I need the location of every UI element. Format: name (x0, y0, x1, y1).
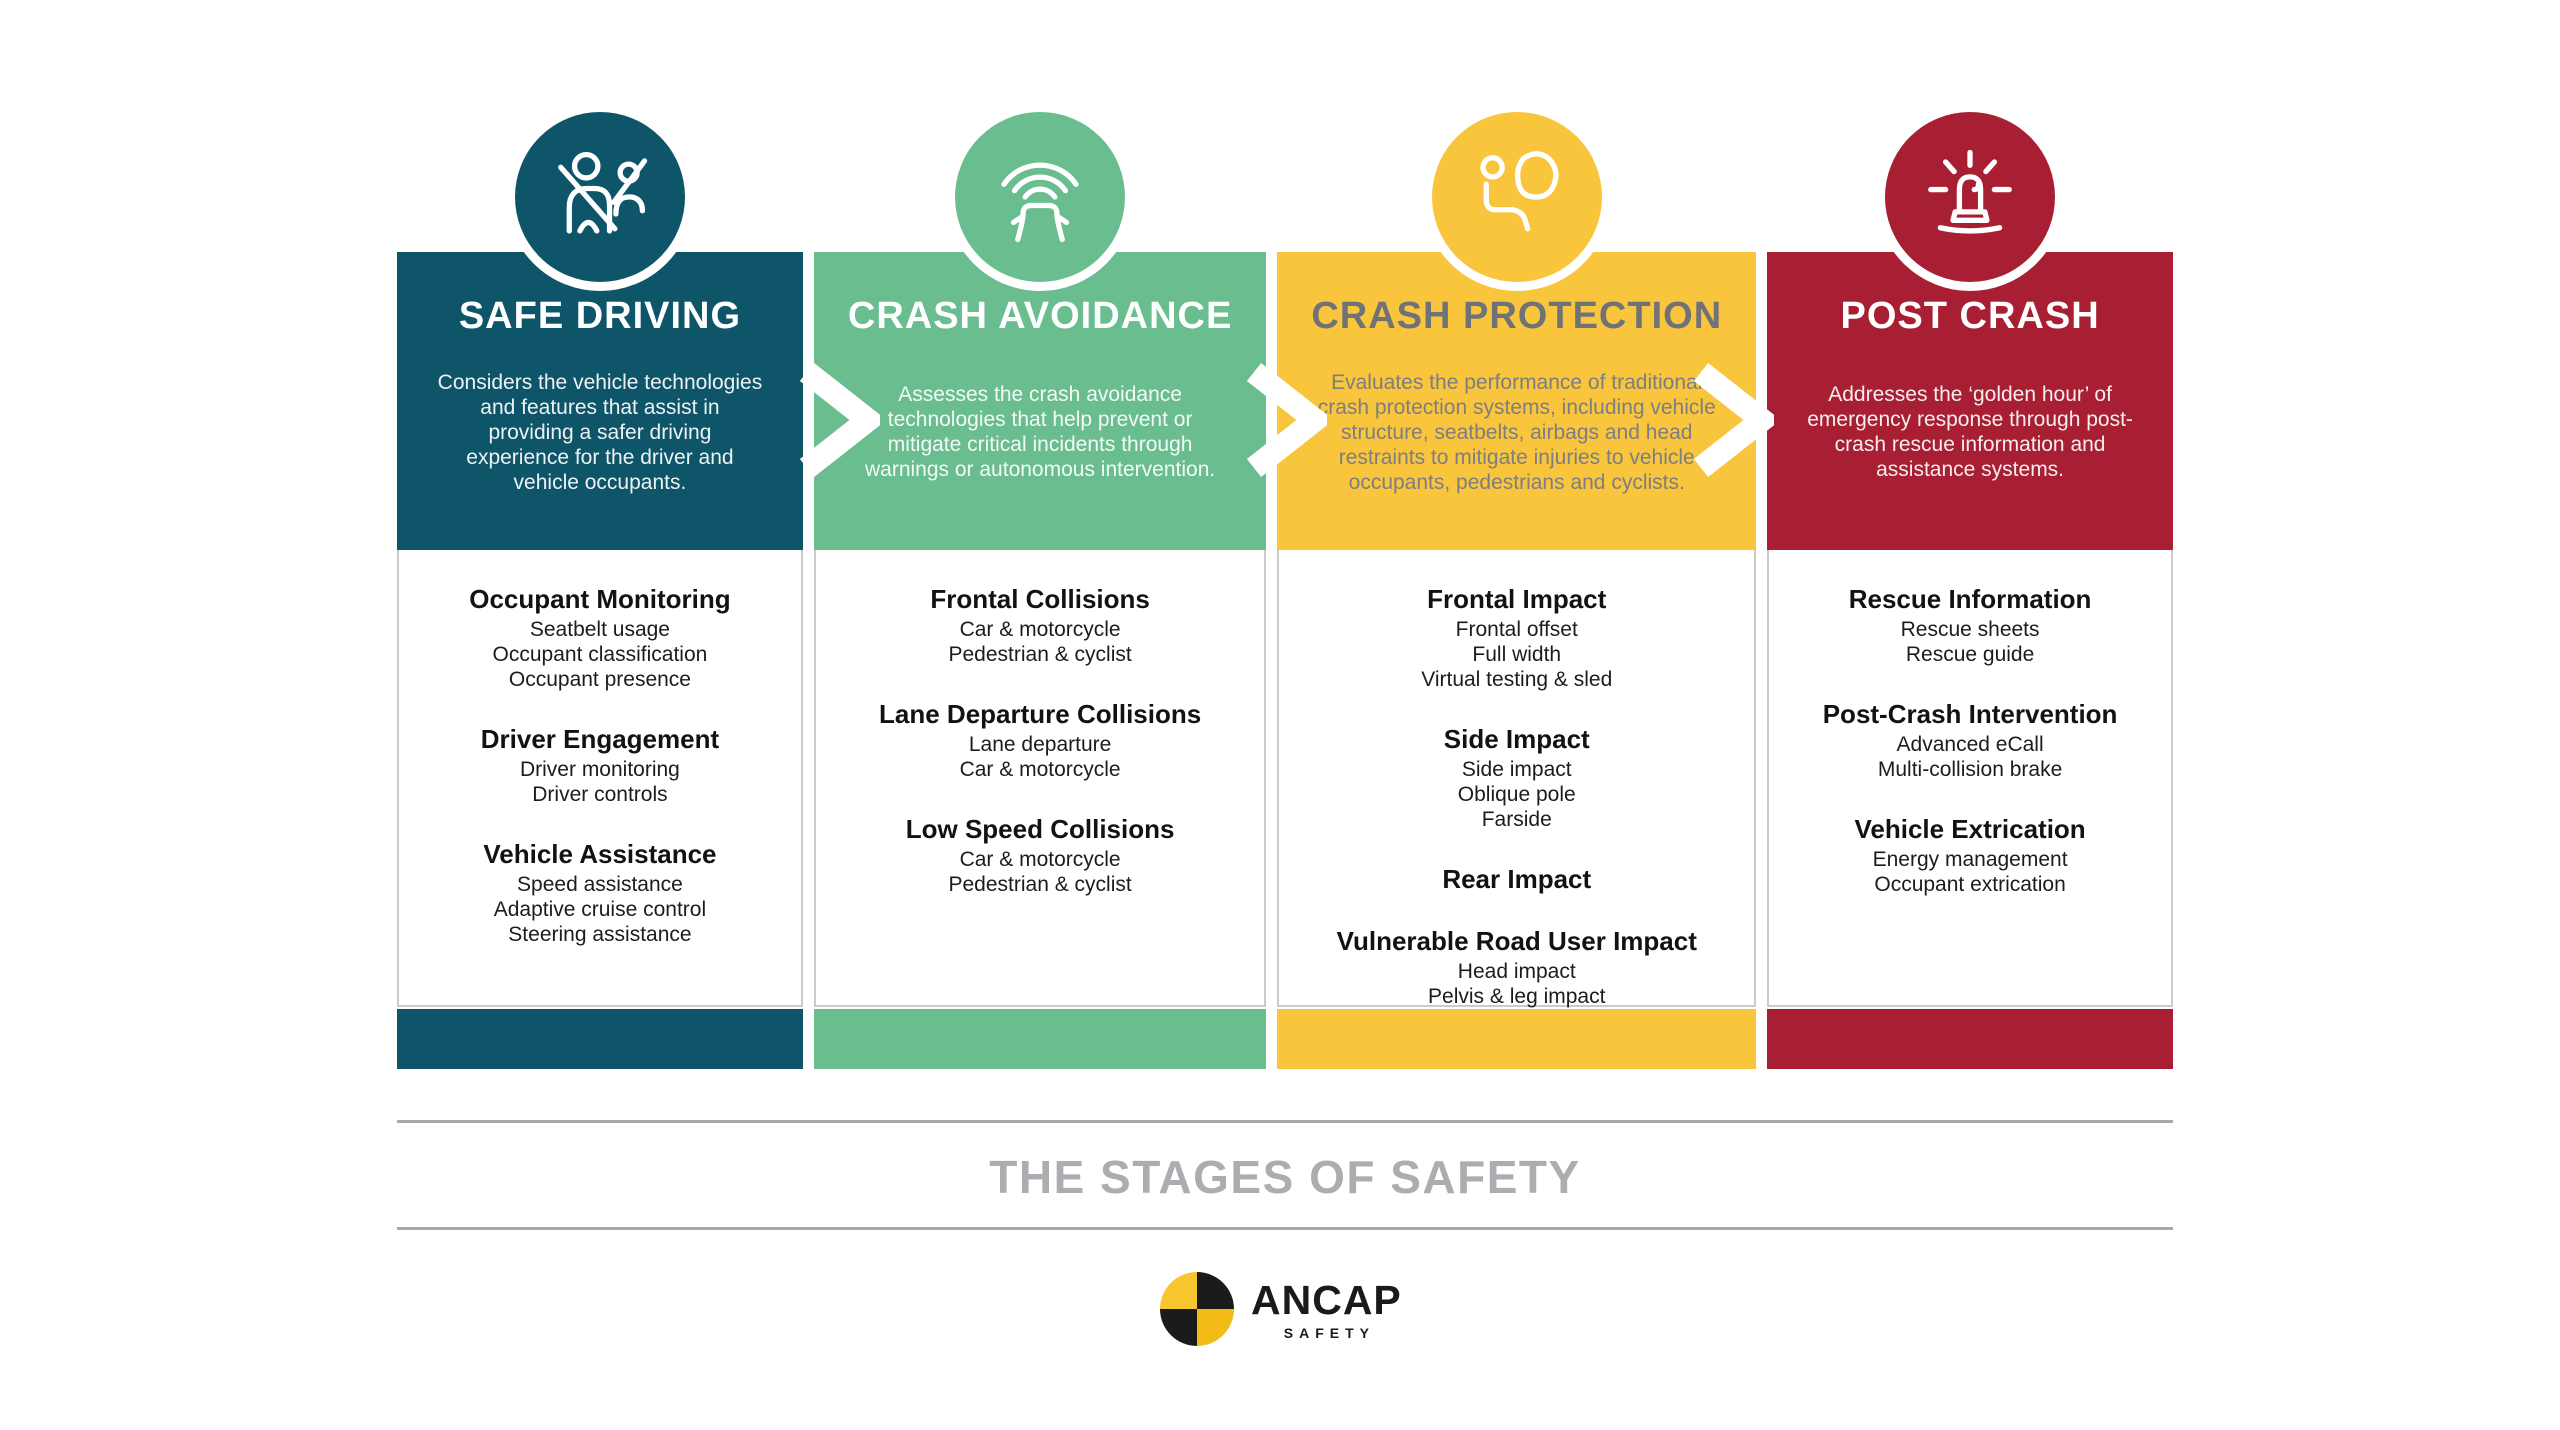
assessment-item: Energy management (1872, 848, 2068, 871)
stage-detail-list (1767, 550, 2173, 1007)
assessment-heading: Lane Departure Collisions (879, 699, 1202, 729)
stage-footer-bar (397, 1009, 803, 1069)
stage-column-crash-protection (1277, 103, 1756, 1069)
assessment-heading: Vehicle Assistance (483, 839, 717, 869)
assessment-section (1279, 926, 1754, 1009)
assessment-item: Adaptive cruise control (493, 898, 707, 921)
stage-header-crash-protection (1277, 252, 1756, 550)
assessment-item: Lane departure (968, 733, 1112, 756)
stage-detail-list (1277, 550, 1756, 1007)
assessment-heading: Driver Engagement (480, 724, 720, 754)
assessment-item: Car & motorcycle (959, 848, 1121, 871)
assessment-item: Driver monitoring (519, 758, 680, 781)
stage-header-crash-avoidance (814, 252, 1266, 550)
assessment-section (399, 724, 801, 807)
assessment-heading: Side Impact (1443, 724, 1590, 754)
crash-test-marker-icon (1160, 1272, 1234, 1346)
assessment-heading: Vulnerable Road User Impact (1336, 926, 1697, 956)
assessment-item: Full width (1472, 643, 1562, 666)
assessment-heading: Rear Impact (1442, 864, 1592, 894)
assessment-item: Pedestrian & cyclist (948, 643, 1132, 666)
stage-description: Evaluates the performance of traditional crash protection systems, including vehicle structure, seatbelts, airbags and head restraints to mitigate injuries to vehicle occupants, pedestrians and cyclists. (1317, 370, 1716, 494)
stage-description: Addresses the ‘golden hour’ of emergency response through post-crash rescue information and assistance systems. (1807, 383, 2133, 481)
stage-title: CRASH PROTECTION (1311, 295, 1723, 337)
next-stage-chevron-icon (1243, 362, 1327, 478)
assessment-item: Advanced eCall (1896, 733, 2044, 756)
ancap-logo-name: ANCAP (1251, 1277, 1402, 1323)
stage-title: POST CRASH (1840, 295, 2100, 337)
assessment-section (1279, 584, 1754, 692)
divider-bottom (397, 1227, 2173, 1230)
assessment-section (399, 584, 801, 692)
assessment-section (399, 839, 801, 947)
stage-footer-bar (814, 1009, 1266, 1069)
stage-detail-list (814, 550, 1266, 1007)
assessment-item: Occupant presence (508, 668, 691, 691)
assessment-section (1769, 584, 2171, 667)
assessment-item: Speed assistance (517, 873, 683, 896)
assessment-item: Head impact (1457, 960, 1576, 983)
assessment-section (816, 814, 1264, 897)
stage-columns (397, 103, 2173, 1069)
assessment-heading: Rescue Information (1848, 584, 2092, 614)
assessment-heading: Frontal Impact (1427, 584, 1607, 614)
assessment-item: Pelvis & leg impact (1428, 985, 1606, 1008)
assessment-item: Frontal offset (1455, 618, 1578, 641)
assessment-heading: Vehicle Extrication (1854, 814, 2086, 844)
assessment-item: Seatbelt usage (529, 618, 670, 641)
assessment-section (1769, 814, 2171, 897)
stage-column-post-crash (1767, 103, 2173, 1069)
stage-column-crash-avoidance (814, 103, 1266, 1069)
assessment-item: Rescue guide (1905, 643, 2035, 666)
emergency-beacon-icon (1876, 103, 2064, 291)
stage-column-safe-driving (397, 103, 803, 1069)
next-stage-chevron-icon (796, 362, 880, 478)
assessment-section (1279, 724, 1754, 832)
stage-description: Considers the vehicle technologies and features that assist in providing a safer driving experience for the driver and vehicle occupants. (437, 370, 763, 494)
assessment-heading: Frontal Collisions (930, 584, 1150, 614)
stage-title: CRASH AVOIDANCE (847, 295, 1233, 337)
occupants-seatbelt-icon (506, 103, 694, 291)
assessment-item: Occupant classification (492, 643, 708, 666)
assessment-item: Pedestrian & cyclist (948, 873, 1132, 896)
assessment-item: Virtual testing & sled (1421, 668, 1613, 691)
stage-header-safe-driving (397, 252, 803, 550)
assessment-section (816, 584, 1264, 667)
assessment-heading: Post-Crash Intervention (1822, 699, 2118, 729)
ancap-logo-subtitle: SAFETY (1283, 1325, 1376, 1341)
assessment-section (1769, 699, 2171, 782)
radar-car-icon (946, 103, 1134, 291)
stage-detail-list (397, 550, 803, 1007)
next-stage-chevron-icon (1690, 362, 1774, 478)
stage-footer-bar (1277, 1009, 1756, 1069)
assessment-section (816, 699, 1264, 782)
assessment-item: Car & motorcycle (959, 758, 1121, 781)
stage-description: Assesses the crash avoidance technologies that help prevent or mitigate critical incidents through warnings or autonomous intervention. (865, 383, 1216, 481)
assessment-item: Occupant extrication (1874, 873, 2066, 896)
assessment-item: Car & motorcycle (959, 618, 1121, 641)
assessment-item: Side impact (1461, 758, 1572, 781)
assessment-item: Driver controls (532, 783, 668, 806)
assessment-item: Steering assistance (508, 923, 692, 946)
assessment-section (1279, 864, 1754, 894)
stages-title: THE STAGES OF SAFETY (989, 1151, 1581, 1203)
assessment-heading: Occupant Monitoring (469, 584, 731, 614)
assessment-item: Farside (1481, 808, 1552, 831)
ancap-logo (1160, 1272, 1402, 1346)
airbag-occupant-icon (1423, 103, 1611, 291)
assessment-heading: Low Speed Collisions (905, 814, 1175, 844)
divider-top (397, 1120, 2173, 1123)
stage-footer-bar (1767, 1009, 2173, 1069)
assessment-item: Oblique pole (1457, 783, 1576, 806)
assessment-item: Multi-collision brake (1877, 758, 2063, 781)
stage-header-post-crash (1767, 252, 2173, 550)
assessment-item: Rescue sheets (1900, 618, 2040, 641)
stage-title: SAFE DRIVING (458, 295, 742, 337)
